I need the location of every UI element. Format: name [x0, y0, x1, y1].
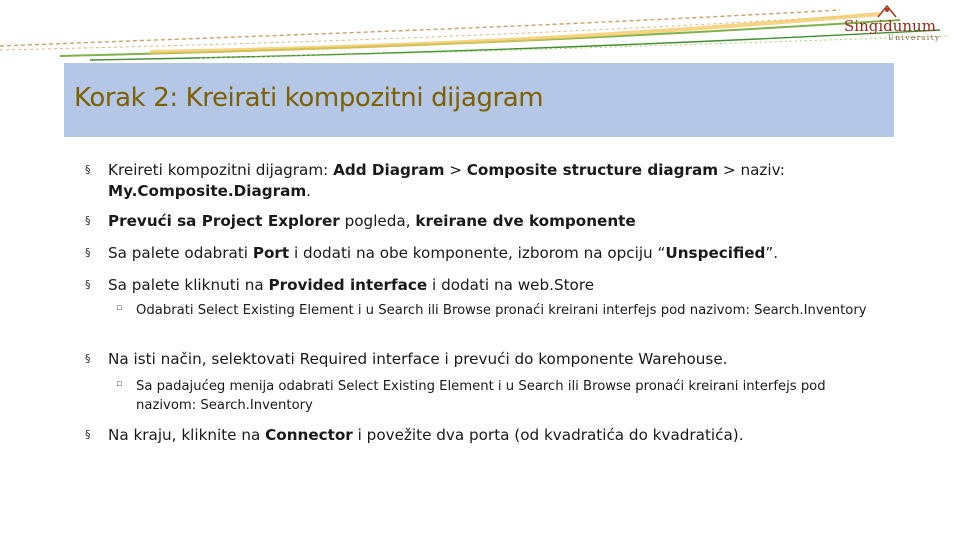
bullet-marker: § — [85, 246, 91, 259]
text-segment: Prevući sa — [108, 212, 202, 230]
text-segment: > — [444, 161, 467, 179]
text-segment: > naziv: — [718, 161, 785, 179]
title-band — [64, 63, 894, 137]
text-segment: Na isti način, selektovati Required interface i prevući do komponente Warehouse. — [108, 350, 728, 368]
sub-bullet-text: Odabrati Select Existing Element i u Search ili Browse pronaći kreirani interfejs pod nazivom: Search.Inventory — [136, 303, 867, 318]
text-segment: Port — [252, 244, 290, 262]
logo-crest-icon — [876, 4, 898, 18]
text-segment: Sa palete kliknuti na — [108, 276, 269, 294]
header-swoosh — [0, 0, 960, 70]
logo — [836, 4, 940, 44]
bullet-marker: § — [85, 352, 91, 365]
text-segment: Connector — [265, 426, 353, 444]
text-segment: ”. — [765, 244, 779, 262]
sub-bullet-marker: ▫ — [116, 379, 123, 389]
text-segment: Sa palete odabrati — [108, 244, 253, 262]
text-segment: Na kraju, kliknite na — [108, 426, 266, 444]
sub-bullet-marker: ▫ — [116, 303, 123, 313]
text-segment: Provided interface — [268, 276, 428, 294]
logo-name: Singidunum — [844, 17, 936, 35]
text-segment: pogleda, — [339, 212, 416, 230]
bullet-text — [108, 349, 888, 370]
text-segment: i dodati na obe komponente, izborom na opciju “ — [289, 244, 666, 262]
bullet-text — [108, 160, 888, 202]
slide-title: Korak 2: Kreirati kompozitni dijagram — [74, 83, 544, 113]
text-segment: . — [306, 182, 311, 200]
bullet-text — [108, 275, 888, 296]
bullet-marker: § — [85, 278, 91, 291]
sub-bullet-text: Sa padajućeg menija odabrati Select Existing Element i u Search ili Browse pronaći kreirani interfejs pod nazivom: Search.Inventory — [136, 379, 826, 413]
text-segment: Add Diagram — [333, 161, 445, 179]
text-segment: Unspecified — [665, 244, 766, 262]
text-segment: i dodati na web.Store — [427, 276, 595, 294]
text-segment: i povežite dva porta (od kvadratića do kvadratića). — [352, 426, 744, 444]
bullet-text — [108, 425, 888, 446]
text-segment: kreirane dve komponente — [415, 212, 636, 230]
text-segment: Kreireti kompozitni dijagram: — [108, 161, 334, 179]
text-segment: Composite structure diagram — [466, 161, 719, 179]
bullet-marker: § — [85, 163, 91, 176]
bullet-text — [108, 243, 888, 264]
text-segment: Project Explorer — [201, 212, 340, 230]
bullet-marker: § — [85, 428, 91, 441]
bullet-text — [108, 211, 888, 232]
text-segment: My.Composite.Diagram — [108, 182, 307, 200]
bullet-marker: § — [85, 214, 91, 227]
logo-subtitle: University — [888, 34, 941, 42]
